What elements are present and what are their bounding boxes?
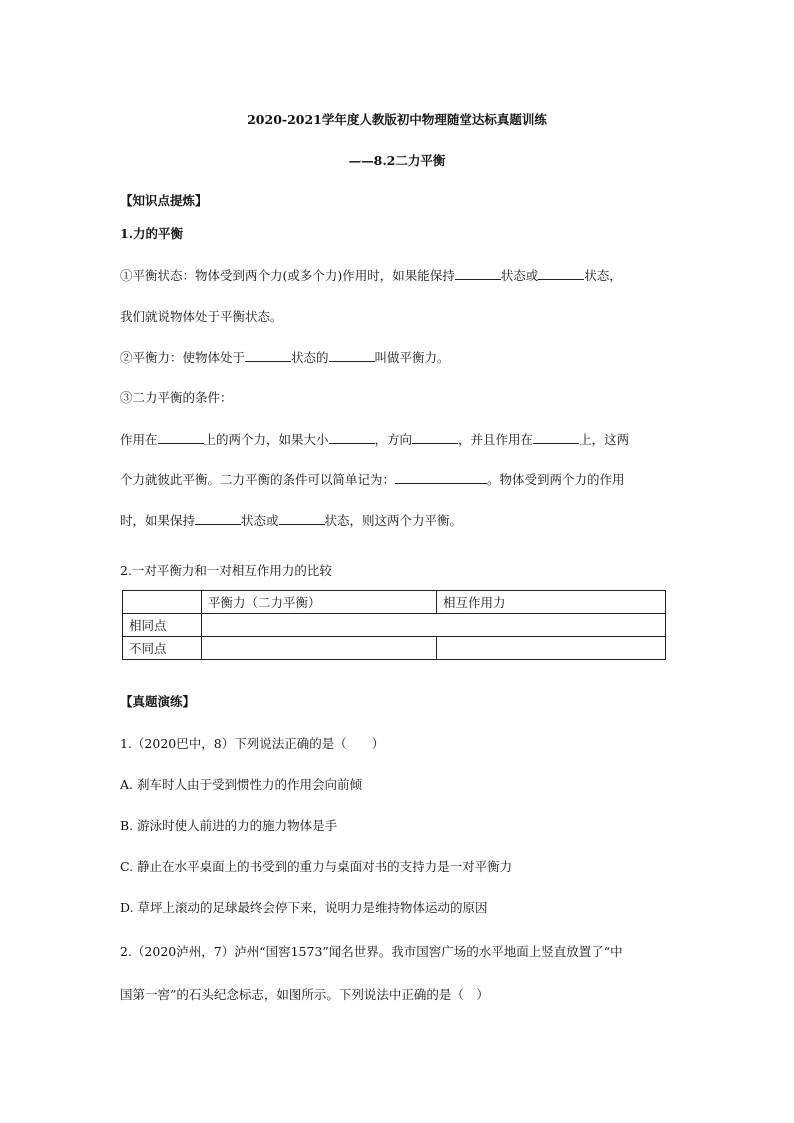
text-fragment: 作用在: [120, 432, 158, 447]
fill-blank: [329, 349, 375, 362]
text-fragment: 时，如果保持: [120, 513, 196, 528]
topic-heading-comparison: 2.一对平衡力和一对相互作用力的比较: [120, 563, 332, 578]
question-1: 1.（2020巴中，8）下列说法正确的是（ ）: [120, 736, 385, 751]
text-fragment: 个力就彼此平衡。二力平衡的条件可以简单记为：: [120, 472, 396, 487]
table-row: [123, 637, 666, 660]
question-2-line-1: 2.（2020泸州，7）泸州“国窖1573”闻名世界。我市国窖广场的水平地面上竖直放置了“中: [120, 944, 623, 959]
text-fragment: ②平衡力：使物体处于: [120, 350, 246, 365]
question-2-line-2: 国第一窖”的石头纪念标志，如图所示。下列说法中正确的是（ ）: [120, 987, 489, 1002]
table-row: [123, 614, 666, 637]
text-fragment: ①平衡状态：物体受到两个力(或多个力)作用时，如果能保持: [120, 268, 455, 283]
paragraph-conditions-3: [120, 512, 462, 529]
table-header-cell: 相互作用力: [437, 591, 666, 614]
topic-heading-balance: 1.力的平衡: [120, 226, 184, 241]
text-fragment: 上，这两: [579, 432, 630, 447]
fill-blank: [412, 431, 458, 444]
document-title: 2020-2021学年度人教版初中物理随堂达标真题训练: [247, 112, 547, 127]
text-fragment: 上的两个力，如果大小: [203, 432, 329, 447]
fill-blank: [279, 512, 325, 525]
fill-blank: [329, 431, 375, 444]
text-fragment: 状态的: [291, 350, 329, 365]
fill-blank: [245, 349, 291, 362]
question-1-option-c: C. 静止在水平桌面上的书受到的重力与桌面对书的支持力是一对平衡力: [120, 859, 513, 874]
table-cell: [123, 591, 202, 614]
table-cell: [202, 637, 437, 660]
table-cell: [437, 637, 666, 660]
question-1-option-b: B. 游泳时使人前进的力的施力物体是手: [120, 818, 338, 833]
question-1-option-d: D. 草坪上滚动的足球最终会停下来，说明力是维持物体运动的原因: [120, 900, 488, 915]
comparison-table: [122, 590, 666, 660]
section-heading-knowledge: 【知识点提炼】: [120, 193, 208, 208]
table-row: [123, 591, 666, 614]
fill-blank: [395, 471, 487, 484]
fill-blank: [158, 431, 204, 444]
text-fragment: 叫做平衡力。: [374, 350, 450, 365]
table-header-cell: 平衡力（二力平衡）: [202, 591, 437, 614]
table-row-label: 相同点: [123, 614, 202, 637]
paragraph-balance-state-cont: 我们就说物体处于平衡状态。: [120, 309, 283, 324]
section-heading-practice: 【真题演练】: [120, 694, 196, 709]
question-1-option-a: A. 刹车时人由于受到惯性力的作用会向前倾: [120, 777, 362, 792]
text-fragment: 。物体受到两个力的作用: [487, 472, 625, 487]
text-fragment: 状态，则这两个力平衡。: [324, 513, 463, 528]
fill-blank: [195, 512, 241, 525]
text-fragment: ，方向: [374, 432, 413, 447]
paragraph-conditions-heading: ③二力平衡的条件：: [120, 390, 233, 405]
text-fragment: 状态或: [500, 268, 539, 283]
paragraph-conditions-2: [120, 471, 625, 488]
table-row-label: 不同点: [123, 637, 202, 660]
text-fragment: ，并且作用在: [458, 432, 534, 447]
fill-blank: [538, 267, 584, 280]
table-cell: [202, 614, 666, 637]
document-subtitle: ——8.2二力平衡: [348, 153, 446, 168]
fill-blank: [533, 431, 579, 444]
text-fragment: 状态或: [241, 513, 279, 528]
paragraph-balance-state: [120, 267, 622, 284]
paragraph-balanced-force: [120, 349, 450, 366]
paragraph-conditions-1: [120, 431, 629, 448]
fill-blank: [455, 267, 501, 280]
text-fragment: 状态，: [584, 268, 622, 283]
